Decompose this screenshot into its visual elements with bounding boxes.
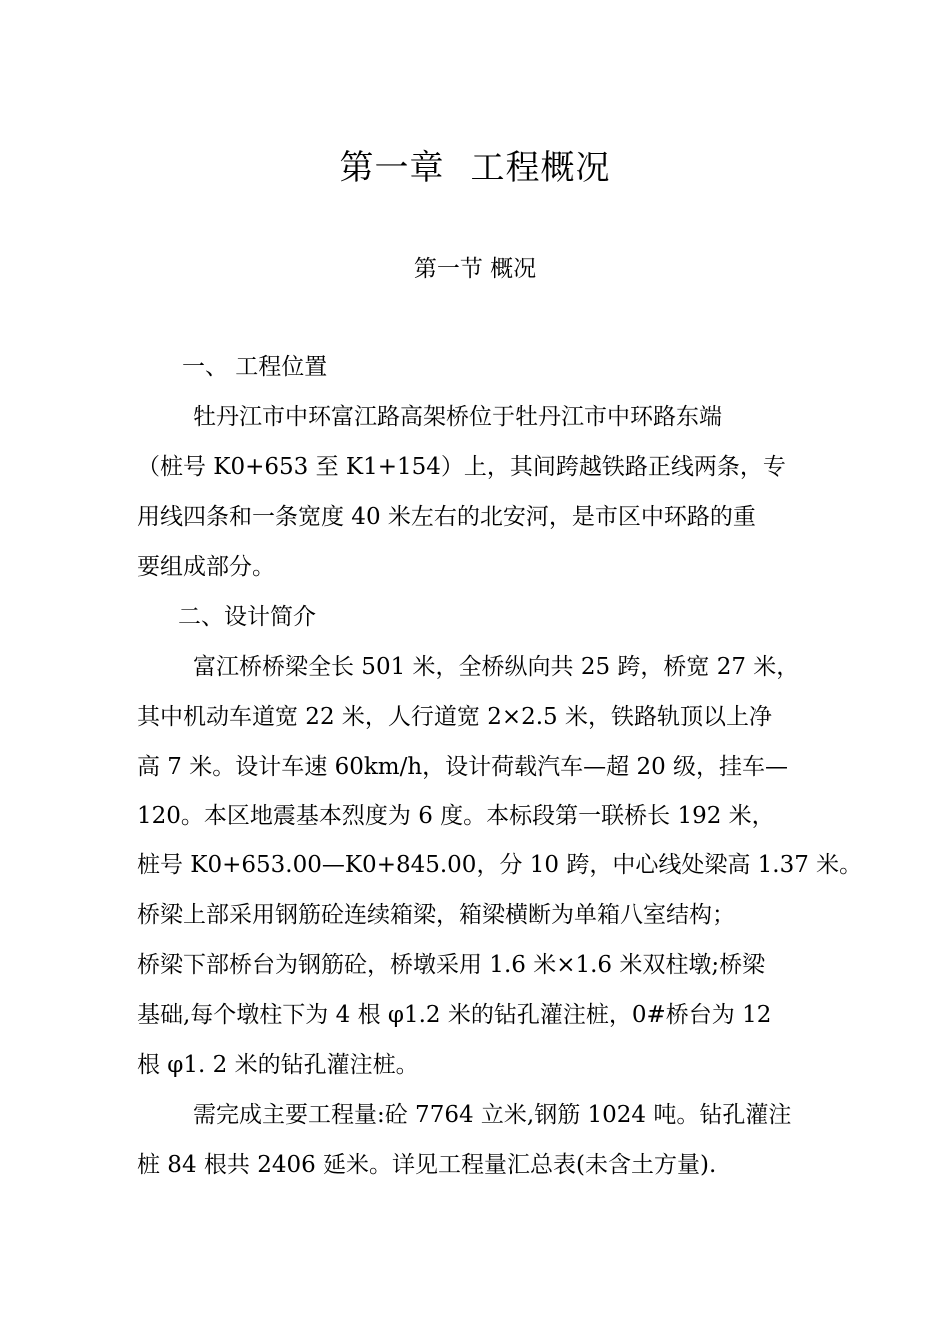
paragraph-line: 桥梁上部采用钢筋砼连续箱梁，箱梁横断为单箱八室结构； [137, 902, 735, 928]
paragraph-line: 牡丹江市中环富江路高架桥位于牡丹江市中环路东端 [193, 404, 722, 430]
paragraph-line: （桩号 K0+653 至 K1+154）上，其间跨越铁路正线两条，专 [137, 454, 786, 480]
paragraph-line: 要组成部分。 [137, 554, 275, 580]
section-title: 第一节 概况 [413, 256, 537, 282]
heading-project-location: 一、 工程位置 [182, 354, 328, 380]
paragraph-line: 桩号 K0+653.00—K0+845.00，分 10 跨，中心线处梁高 1.37 米。 [137, 852, 863, 878]
paragraph-line: 桥梁下部桥台为钢筋砼，桥墩采用 1.6 米×1.6 米双柱墩;桥梁 [137, 952, 766, 978]
chapter-title [0, 146, 950, 190]
paragraph-line: 富江桥桥梁全长 501 米，全桥纵向共 25 跨，桥宽 27 米， [193, 654, 800, 680]
paragraph-line: 120。本区地震基本烈度为 6 度。本标段第一联桥长 192 米， [137, 803, 775, 829]
paragraph-line: 其中机动车道宽 22 米，人行道宽 2×2.5 米，铁路轨顶以上净 [137, 704, 772, 730]
paragraph-line: 需完成主要工程量:砼 7764 立米,钢筋 1024 吨。钻孔灌注 [193, 1102, 792, 1128]
paragraph-line: 桩 84 根共 2406 延米。详见工程量汇总表(未含土方量). [137, 1152, 717, 1178]
paragraph-line: 用线四条和一条宽度 40 米左右的北安河，是市区中环路的重 [137, 504, 756, 530]
paragraph-line: 基础,每个墩柱下为 4 根 φ1.2 米的钻孔灌注桩，0#桥台为 12 [137, 1002, 772, 1028]
paragraph-line: 高 7 米。设计车速 60km/h，设计荷载汽车—超 20 级，挂车— [137, 754, 789, 780]
heading-design-summary: 二、设计简介 [178, 604, 316, 630]
chapter-number: 第一章 [339, 148, 445, 188]
chapter-name: 工程概况 [470, 148, 611, 188]
paragraph-line: 根 φ1. 2 米的钻孔灌注桩。 [137, 1052, 419, 1078]
